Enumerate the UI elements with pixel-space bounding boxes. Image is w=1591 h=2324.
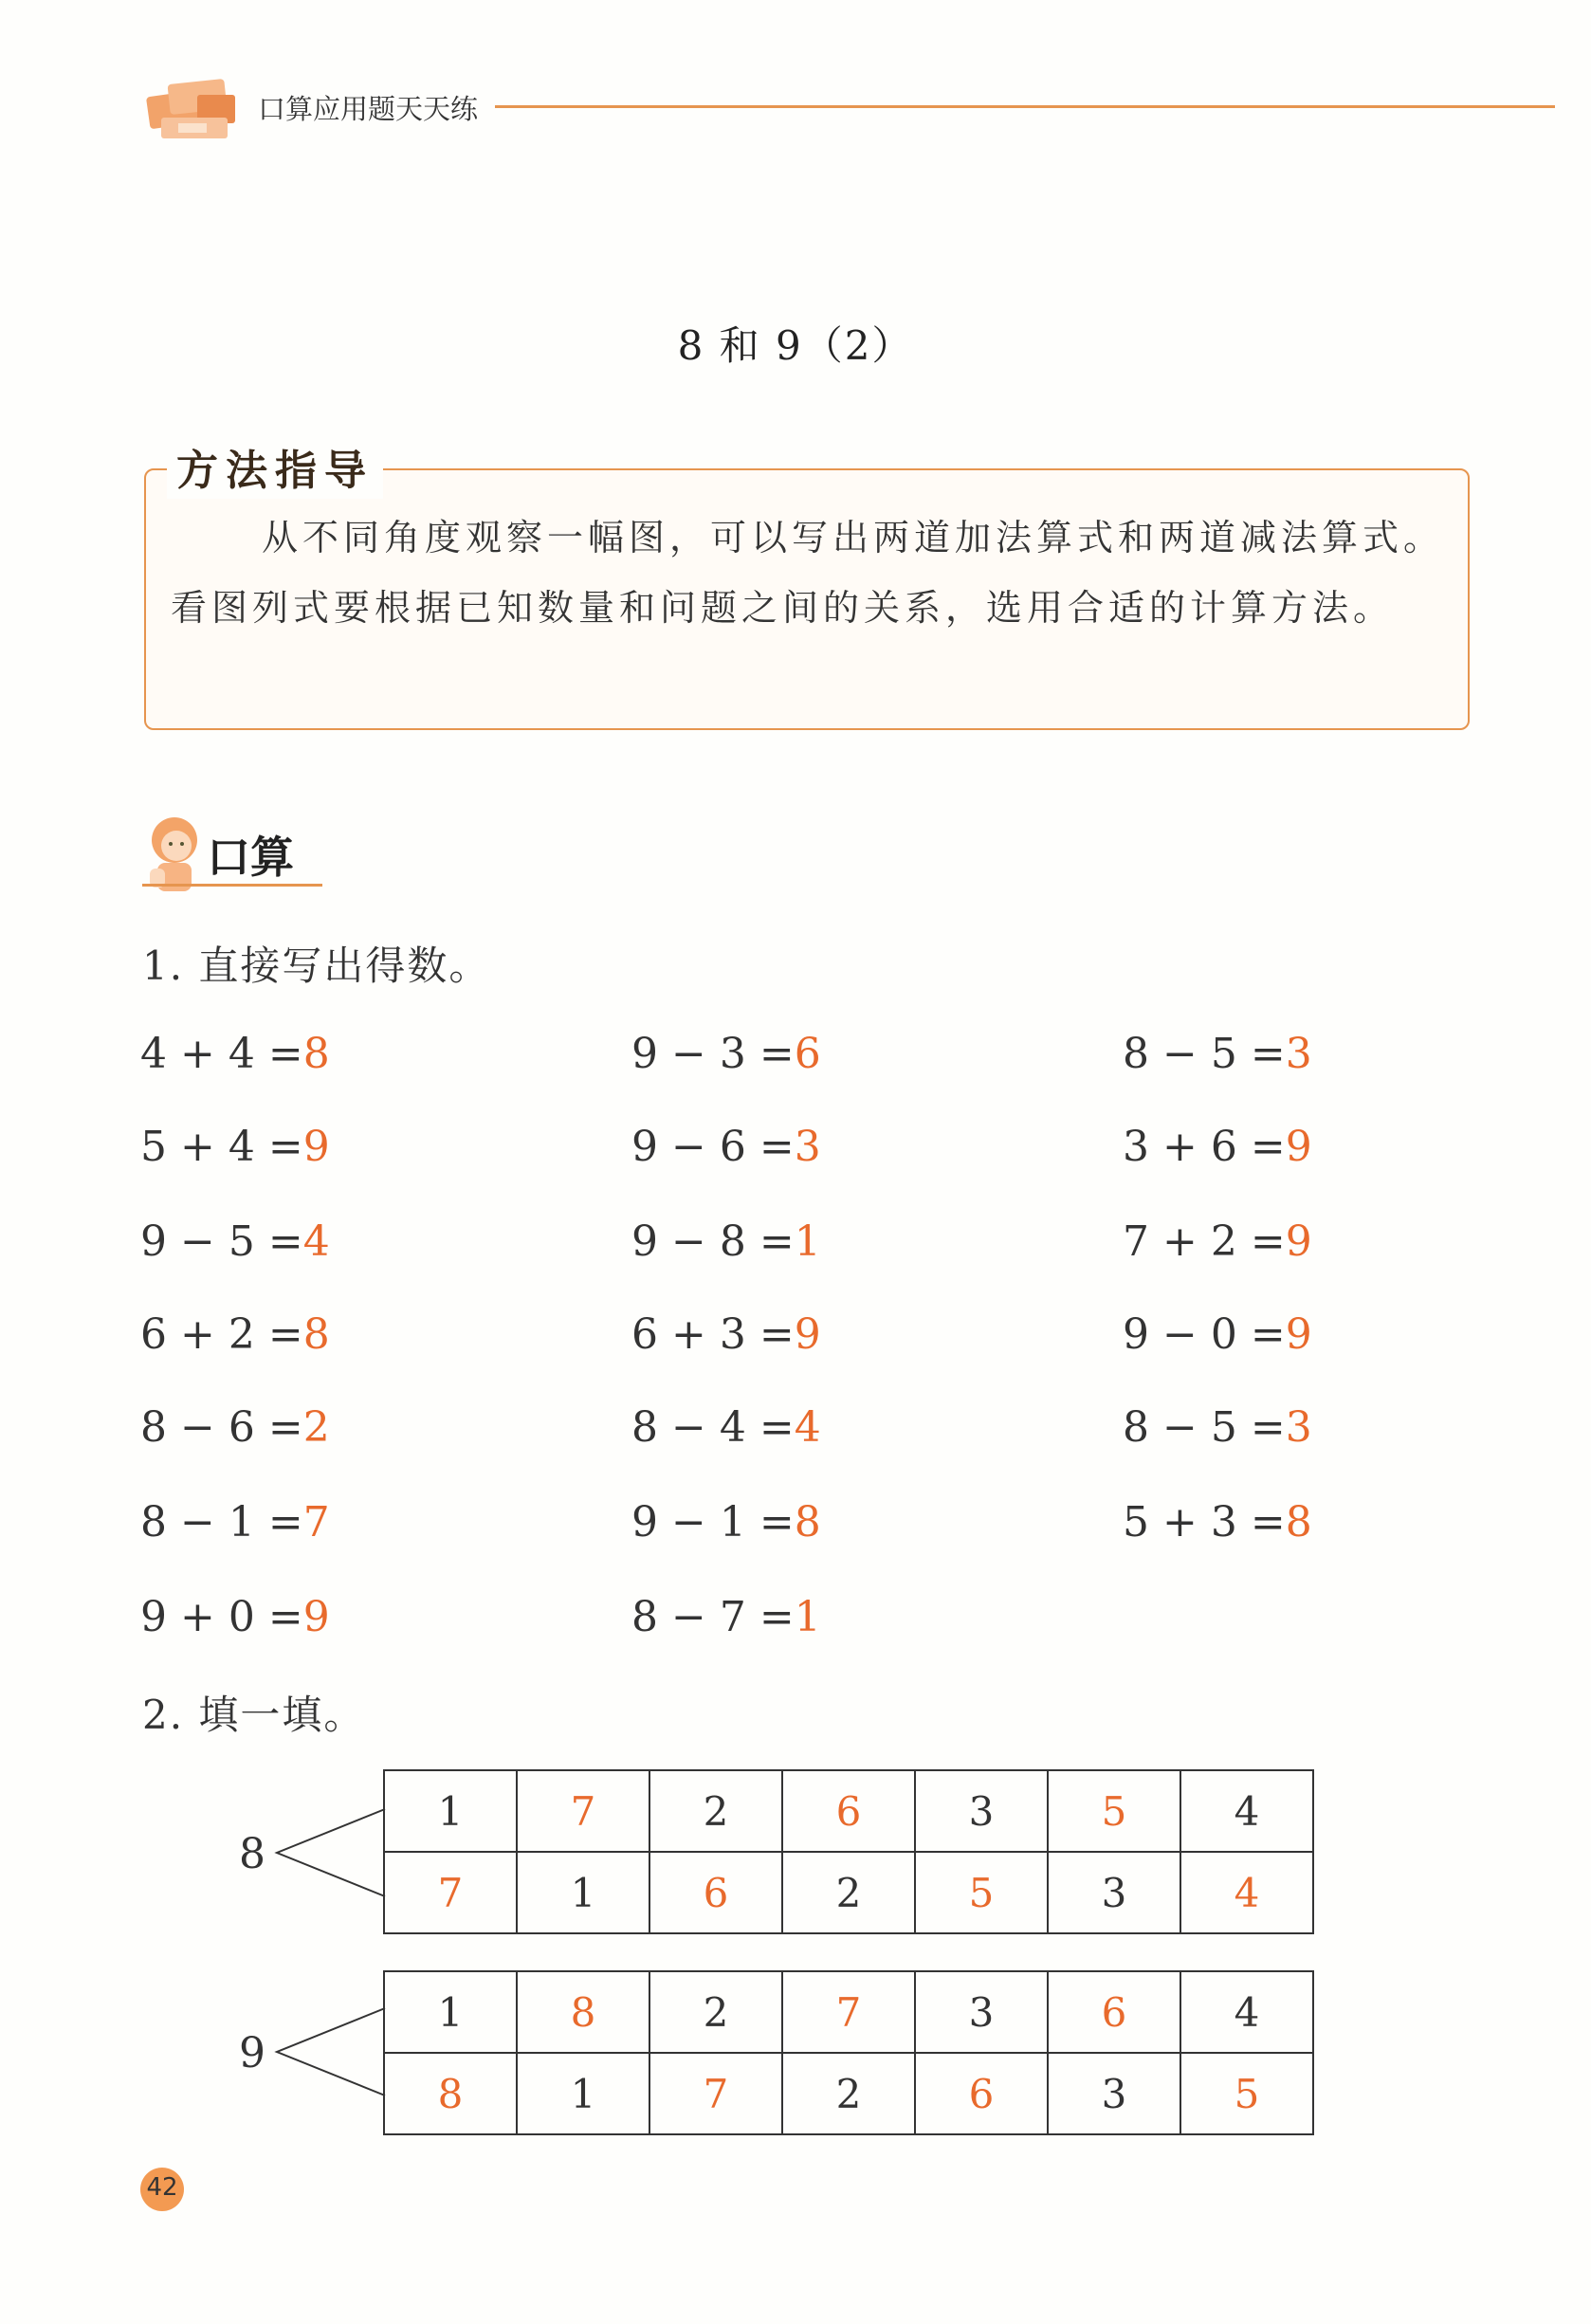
equation: 8 − 5 =3 bbox=[1123, 1403, 1312, 1452]
table-cell-answer: 7 bbox=[384, 1852, 517, 1933]
method-guidance-label: 方法指导 bbox=[167, 434, 383, 499]
table-row bbox=[384, 1852, 1313, 1933]
table-cell: 1 bbox=[384, 1770, 517, 1852]
equation: 7 + 2 =9 bbox=[1123, 1217, 1312, 1266]
table-cell: 2 bbox=[649, 1770, 782, 1852]
equation-answer: 1 bbox=[794, 1217, 821, 1266]
equation: 9 − 0 =9 bbox=[1123, 1310, 1312, 1359]
equation: 9 − 1 =8 bbox=[631, 1498, 821, 1546]
table-row bbox=[384, 2053, 1313, 2134]
equation: 9 − 6 =3 bbox=[631, 1123, 821, 1171]
table-cell: 3 bbox=[1048, 1852, 1180, 1933]
table-cell-answer: 7 bbox=[782, 1971, 915, 2053]
equation-answer: 8 bbox=[302, 1310, 330, 1359]
table-row bbox=[384, 1770, 1313, 1852]
equation: 8 − 5 =3 bbox=[1123, 1030, 1312, 1078]
table-cell-answer: 7 bbox=[517, 1770, 649, 1852]
table-cell: 1 bbox=[517, 1852, 649, 1933]
table-cell: 2 bbox=[782, 2053, 915, 2134]
equation-answer: 3 bbox=[1285, 1403, 1312, 1452]
page-number: 42 bbox=[146, 2173, 178, 2202]
equation: 9 − 5 =4 bbox=[140, 1217, 330, 1266]
table-cell: 2 bbox=[649, 1971, 782, 2053]
table-cell-answer: 4 bbox=[1180, 1852, 1313, 1933]
equation-answer: 2 bbox=[302, 1403, 330, 1452]
equation: 3 + 6 =9 bbox=[1123, 1123, 1312, 1171]
split-number: 9 bbox=[239, 2029, 265, 2077]
method-guidance-text: 从不同角度观察一幅图，可以写出两道加法算式和两道减法算式。看图列式要根据已知数量和问题之间的关系，选用合适的计算方法。 bbox=[171, 517, 1445, 629]
table-cell-answer: 6 bbox=[782, 1770, 915, 1852]
split-number: 8 bbox=[239, 1830, 265, 1878]
equation-answer: 9 bbox=[1285, 1217, 1312, 1266]
equation-answer: 7 bbox=[302, 1498, 330, 1546]
equation: 9 − 3 =6 bbox=[631, 1030, 821, 1078]
table-cell: 4 bbox=[1180, 1971, 1313, 2053]
equation: 8 − 6 =2 bbox=[140, 1403, 330, 1452]
equation-answer: 9 bbox=[1285, 1310, 1312, 1359]
equation-answer: 9 bbox=[302, 1593, 330, 1641]
split-table-8 bbox=[383, 1769, 1314, 1934]
equation: 4 + 4 =8 bbox=[140, 1030, 330, 1078]
table-cell-answer: 5 bbox=[1048, 1770, 1180, 1852]
equation: 8 − 7 =1 bbox=[631, 1593, 821, 1641]
equation: 6 + 3 =9 bbox=[631, 1310, 821, 1359]
table-cell-answer: 6 bbox=[1048, 1971, 1180, 2053]
equation-answer: 8 bbox=[302, 1030, 330, 1078]
equation: 8 − 4 =4 bbox=[631, 1403, 821, 1452]
equation: 5 + 4 =9 bbox=[140, 1123, 330, 1171]
equation-answer: 1 bbox=[794, 1593, 821, 1641]
equation: 5 + 3 =8 bbox=[1123, 1498, 1312, 1546]
equation-answer: 6 bbox=[794, 1030, 821, 1078]
split-bracket bbox=[273, 2004, 387, 2099]
equation-answer: 3 bbox=[1285, 1030, 1312, 1078]
table-cell: 3 bbox=[915, 1971, 1048, 2053]
table-cell: 1 bbox=[517, 2053, 649, 2134]
split-table-9 bbox=[383, 1970, 1314, 2135]
table-cell: 3 bbox=[1048, 2053, 1180, 2134]
equation-answer: 9 bbox=[794, 1310, 821, 1359]
question-1-title: 1. 直接写出得数。 bbox=[142, 942, 491, 989]
equation-answer: 9 bbox=[1285, 1123, 1312, 1171]
equation-answer: 4 bbox=[794, 1403, 821, 1452]
split-bracket bbox=[273, 1805, 387, 1900]
section-heading-underline bbox=[142, 884, 322, 887]
table-cell-answer: 5 bbox=[915, 1852, 1048, 1933]
table-cell: 1 bbox=[384, 1971, 517, 2053]
lesson-title: 8 和 9（2） bbox=[677, 322, 914, 369]
table-cell: 2 bbox=[782, 1852, 915, 1933]
table-cell-answer: 6 bbox=[915, 2053, 1048, 2134]
table-cell: 3 bbox=[915, 1770, 1048, 1852]
equation: 9 − 8 =1 bbox=[631, 1217, 821, 1266]
equation: 6 + 2 =8 bbox=[140, 1310, 330, 1359]
table-cell-answer: 5 bbox=[1180, 2053, 1313, 2134]
table-cell-answer: 6 bbox=[649, 1852, 782, 1933]
equation-answer: 3 bbox=[794, 1123, 821, 1171]
equation: 9 + 0 =9 bbox=[140, 1593, 330, 1641]
table-cell-answer: 8 bbox=[384, 2053, 517, 2134]
equation-answer: 8 bbox=[1285, 1498, 1312, 1546]
equation: 8 − 1 =7 bbox=[140, 1498, 330, 1546]
table-cell-answer: 7 bbox=[649, 2053, 782, 2134]
table-cell: 4 bbox=[1180, 1770, 1313, 1852]
equation-answer: 8 bbox=[794, 1498, 821, 1546]
table-cell-answer: 8 bbox=[517, 1971, 649, 2053]
equation-answer: 9 bbox=[302, 1123, 330, 1171]
table-row bbox=[384, 1971, 1313, 2053]
header-rule bbox=[495, 105, 1555, 108]
book-series-title: 口算应用题天天练 bbox=[258, 93, 479, 125]
question-2-title: 2. 填一填。 bbox=[142, 1692, 366, 1738]
equation-answer: 4 bbox=[302, 1217, 330, 1266]
book-stack-logo-icon bbox=[140, 64, 254, 150]
section-heading-oral-calc: 口算 bbox=[207, 832, 294, 883]
